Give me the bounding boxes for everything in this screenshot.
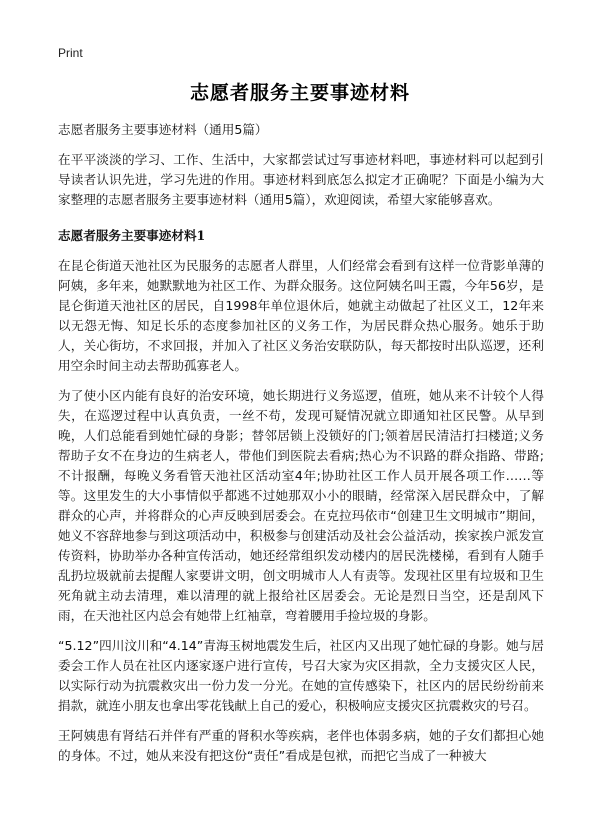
intro-paragraph: 在平平淡淡的学习、工作、生活中，大家都尝试过写事迹材料吧，事迹材料可以起到引导读者认识先进，学习先进的作用。事迹材料到底怎么拟定才正确呢？下面是小编为大家整理的志愿者服务主要事迹材料（通用5篇），欢迎阅读，希望大家能够喜欢。: [58, 152, 544, 207]
print-link[interactable]: Print: [58, 46, 83, 60]
body-paragraph-1: 在昆仑街道天池社区为民服务的志愿者人群里，人们经常会看到有这样一位背影单薄的阿姨，多年来，她默默地为社区工作、为群众服务。这位阿姨名叫王霞，今年56岁，是昆仑街道天池社区的居民，自1998年单位退休后，她就主动做起了社区义工，12年来以无怨无悔、知足长乐的态度参加社区的义务工作，为居民群众热心服务。她乐于助人，关心街坊，不求回报，并加入了社区义务治安联防队，每天都按时出队巡逻，还利用空余时间主动去帮助孤寡老人。: [58, 258, 544, 373]
body-paragraph-3: “5.12”四川汶川和“4.14”青海玉树地震发生后，社区内又出现了她忙碌的身影。她与居委会工作人员在社区内逐家逐户进行宣传，号召大家为灾区捐款，全力支援灾区人民，以实际行动为抗震救灾出一份力发一分光。在她的宣传感染下，社区内的居民纷纷前来捐款，就连小朋友也拿出零花钱献上自己的爱心，积极响应支援灾区抗震救灾的号召。: [58, 638, 544, 713]
section-heading: 志愿者服务主要事迹材料1: [58, 228, 206, 243]
document-body: [58, 120, 544, 776]
document-subtitle: 志愿者服务主要事迹材料（通用5篇）: [58, 122, 268, 137]
body-paragraph-2: 为了使小区内能有良好的治安环境，她长期进行义务巡逻，值班，她从来不计较个人得失，在巡逻过程中认真负责，一丝不苟，发现可疑情况就立即通知社区民警。从早到晚，人们总能看到她忙碌的身影；替邻居锁上没锁好的门;领着居民清洁打扫楼道;义务帮助子女不在身边的生病老人，带他们到医院去看病;热心为不识路的群众指路、带路;不计报酬，每晚义务看管天池社区活动室4年;协助社区工作人员开展各项工作……等等。这里发生的大小事情似乎都逃不过她那双小小的眼睛，经常深入居民群众中，了解群众的心声，并将群众的心声反映到居委会。在克拉玛依市“创建卫生文明城市”期间，她义不容辞地参与到这项活动中，积极参与创建活动及社会公益活动，挨家挨户派发宣传资料，协助举办各种宣传活动，她还经常组织发动楼内的居民洗楼梯，看到有人随手乱扔垃圾就前去提醒人家要讲文明，创文明城市人人有责等。发现社区里有垃圾和卫生死角就主动去清理，难以清理的就上报给社区居委会。无论是烈日当空，还是刮风下雨，在天池社区内总会有她带上红袖章，弯着腰用手捡垃圾的身影。: [58, 388, 544, 623]
document-title: 志愿者服务主要事迹材料: [189, 82, 410, 104]
body-paragraph-4: 王阿姨患有肾结石并伴有严重的肾积水等疾病，老伴也体弱多病，她的子女们都担心她的身体。不过，她从来没有把这份“责任”看成是包袱，而把它当成了一种被大: [58, 728, 544, 763]
